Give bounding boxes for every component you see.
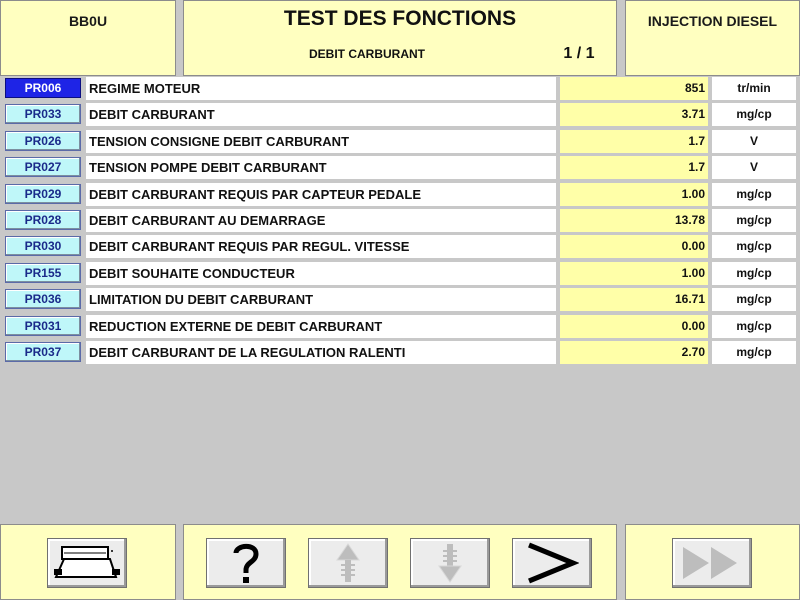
parameter-code-button[interactable]: PR029 <box>5 184 81 204</box>
parameter-label: LIMITATION DU DEBIT CARBURANT <box>86 288 556 311</box>
parameter-value: 1.7 <box>560 130 708 153</box>
parameter-unit: mg/cp <box>712 341 796 364</box>
parameter-value: 13.78 <box>560 209 708 232</box>
parameter-code-button[interactable]: PR155 <box>5 263 81 283</box>
table-row <box>0 314 800 340</box>
scroll-down-button[interactable] <box>410 538 490 588</box>
parameter-code-button[interactable]: PR026 <box>5 131 81 151</box>
header-left-panel <box>0 0 176 76</box>
footer-right-panel <box>625 524 800 600</box>
parameter-value: 2.70 <box>560 341 708 364</box>
parameter-unit: mg/cp <box>712 183 796 206</box>
header-right-panel <box>625 0 800 76</box>
table-row <box>0 76 800 102</box>
parameter-unit: mg/cp <box>712 288 796 311</box>
print-button[interactable] <box>47 538 127 588</box>
chevron-right-icon <box>525 541 579 585</box>
system-name: INJECTION DIESEL <box>647 13 778 29</box>
header-center-panel <box>183 0 617 76</box>
scroll-up-button[interactable] <box>308 538 388 588</box>
parameter-unit: mg/cp <box>712 209 796 232</box>
parameter-label: DEBIT CARBURANT DE LA REGULATION RALENTI <box>86 341 556 364</box>
page-indicator: 1 / 1 <box>563 45 595 62</box>
table-row <box>0 102 800 128</box>
table-row <box>0 340 800 366</box>
parameter-label: REGIME MOTEUR <box>86 77 556 100</box>
parameter-label: REDUCTION EXTERNE DE DEBIT CARBURANT <box>86 315 556 338</box>
parameter-value: 1.00 <box>560 262 708 285</box>
next-button[interactable] <box>512 538 592 588</box>
parameter-unit: mg/cp <box>712 262 796 285</box>
parameter-value: 851 <box>560 77 708 100</box>
parameter-code-button[interactable]: PR037 <box>5 342 81 362</box>
parameter-unit: V <box>712 156 796 179</box>
table-row <box>0 182 800 208</box>
parameter-code-button[interactable]: PR036 <box>5 289 81 309</box>
parameter-value: 1.00 <box>560 183 708 206</box>
parameter-unit: mg/cp <box>712 103 796 126</box>
parameter-code-button[interactable]: PR030 <box>5 236 81 256</box>
parameter-unit: mg/cp <box>712 315 796 338</box>
help-button[interactable] <box>206 538 286 588</box>
table-row <box>0 261 800 287</box>
parameter-unit: mg/cp <box>712 235 796 258</box>
parameter-value: 3.71 <box>560 103 708 126</box>
question-mark-icon <box>231 541 261 585</box>
printer-icon <box>52 543 122 583</box>
vehicle-code: BB0U <box>68 13 108 29</box>
arrow-down-disabled-icon <box>435 542 465 584</box>
parameter-unit: tr/min <box>712 77 796 100</box>
parameter-code-button[interactable]: PR028 <box>5 210 81 230</box>
fast-forward-button[interactable] <box>672 538 752 588</box>
arrow-up-disabled-icon <box>333 542 363 584</box>
table-row <box>0 129 800 155</box>
parameter-label: DEBIT SOUHAITE CONDUCTEUR <box>86 262 556 285</box>
parameter-code-button[interactable]: PR033 <box>5 104 81 124</box>
table-row <box>0 287 800 313</box>
page-subtitle: DEBIT CARBURANT <box>309 47 425 61</box>
footer-left-panel <box>0 524 176 600</box>
parameter-label: DEBIT CARBURANT REQUIS PAR CAPTEUR PEDALE <box>86 183 556 206</box>
parameter-code-button[interactable]: PR027 <box>5 157 81 177</box>
table-row <box>0 155 800 181</box>
parameter-value: 0.00 <box>560 315 708 338</box>
parameter-code-button[interactable]: PR031 <box>5 316 81 336</box>
parameter-label: DEBIT CARBURANT REQUIS PAR REGUL. VITESSE <box>86 235 556 258</box>
table-row <box>0 234 800 260</box>
table-row <box>0 208 800 234</box>
parameter-value: 16.71 <box>560 288 708 311</box>
footer-center-panel <box>183 524 617 600</box>
parameter-value: 0.00 <box>560 235 708 258</box>
page-title: TEST DES FONCTIONS <box>283 7 517 30</box>
parameter-table <box>0 76 800 366</box>
parameter-label: TENSION POMPE DEBIT CARBURANT <box>86 156 556 179</box>
parameter-label: DEBIT CARBURANT <box>86 103 556 126</box>
parameter-value: 1.7 <box>560 156 708 179</box>
fast-forward-disabled-icon <box>677 543 747 583</box>
parameter-unit: V <box>712 130 796 153</box>
parameter-label: DEBIT CARBURANT AU DEMARRAGE <box>86 209 556 232</box>
parameter-label: TENSION CONSIGNE DEBIT CARBURANT <box>86 130 556 153</box>
parameter-code-button[interactable]: PR006 <box>5 78 81 98</box>
